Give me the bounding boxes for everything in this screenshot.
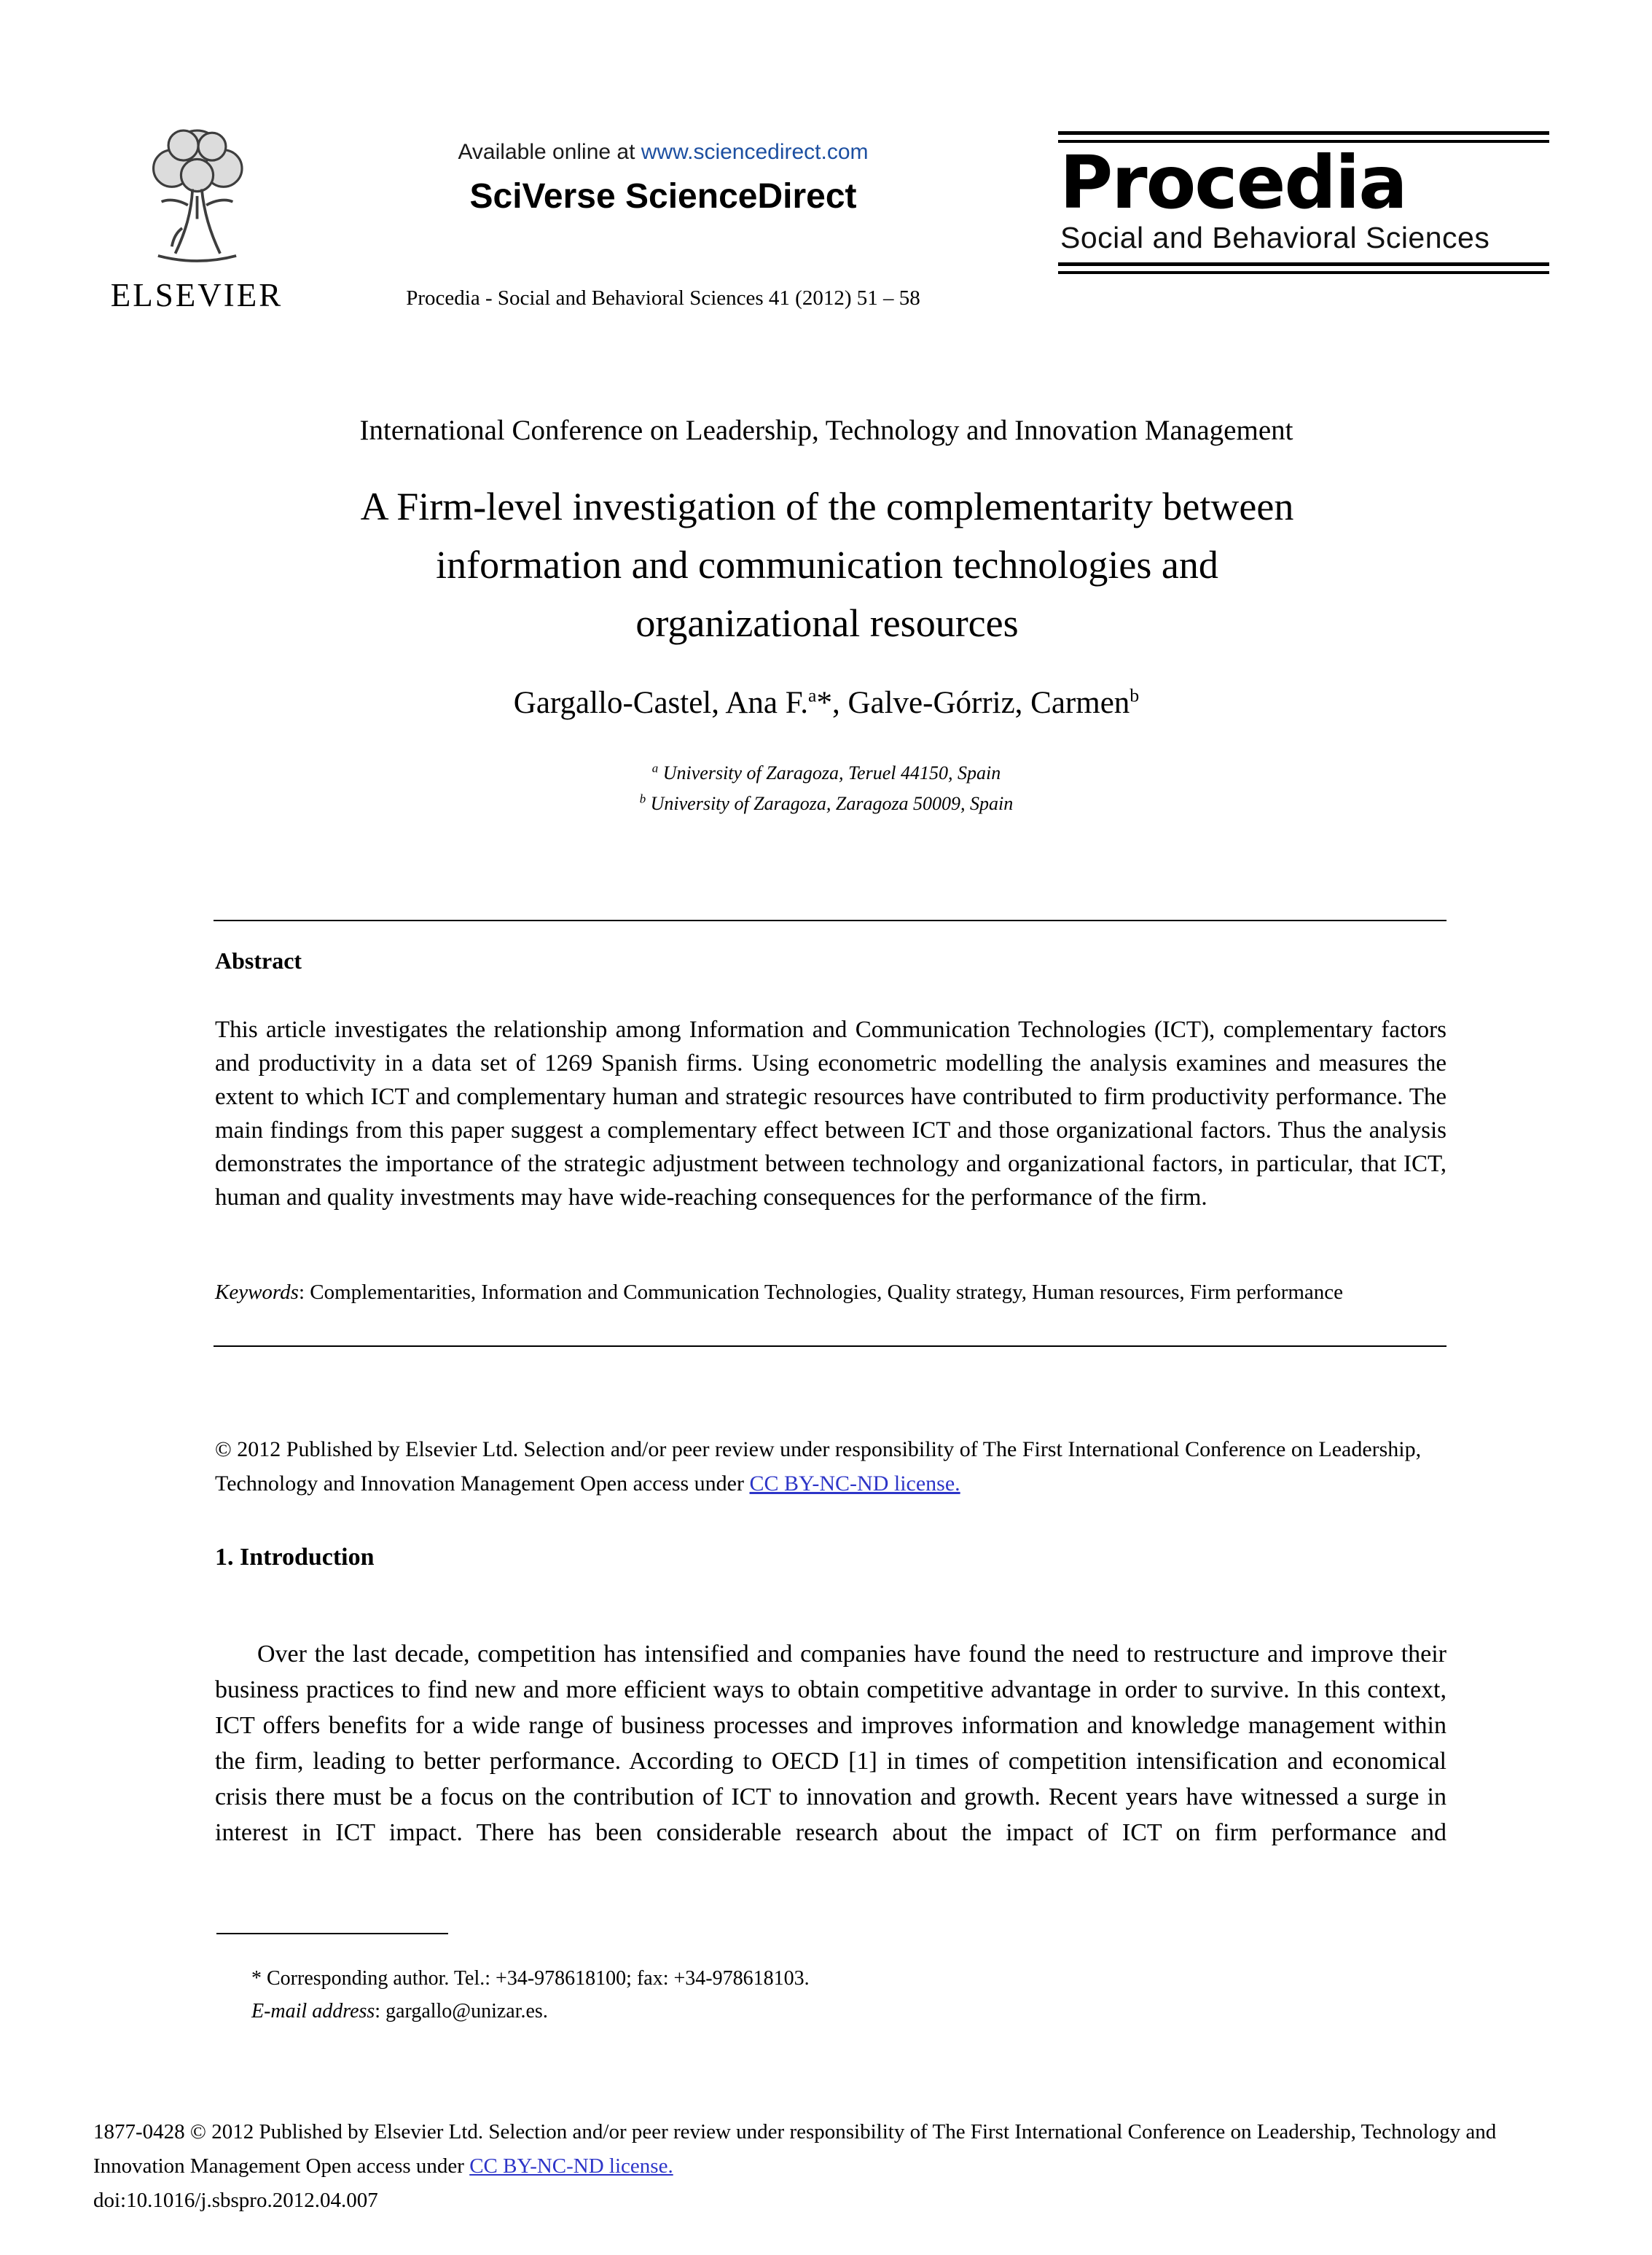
copyright-notice	[215, 1432, 1447, 1501]
introduction-paragraph: Over the last decade, competition has intensified and companies have found the need to restructure and improve their business practices to find new and more efficient ways to obtain competitive advantage in order to survive. In this context, ICT offers benefits for a wide range of business processes and improves information and knowledge management within the firm, leading to better performance. According to OECD [1] in times of competition intensification and economical crisis there must be a focus on the contribution of ICT to innovation and growth. Recent years have witnessed a surge in interest in ICT impact. There has been considerable research about the impact of ICT on firm performance and	[215, 1641, 1447, 1846]
procedia-wordmark: Procedia	[1060, 140, 1406, 225]
footnote-email-value: : gargallo@unizar.es.	[375, 2000, 548, 2023]
copyright-text: © 2012 Published by Elsevier Ltd. Selection and/or peer review under responsibility of The First International Conference on Leadership, Technology and Innovation Management Open access under	[215, 1437, 1422, 1496]
elsevier-logo	[98, 122, 295, 314]
author-1-name: Gargallo-Castel, Ana F.	[513, 686, 808, 720]
cc-license-link[interactable]: CC BY-NC-ND license.	[749, 1472, 960, 1496]
paper-title-line-2: information and communication technologies and	[436, 543, 1218, 587]
keywords-label: Keywords	[215, 1281, 299, 1304]
abstract-heading: Abstract	[215, 947, 302, 974]
keywords-bottom-divider	[214, 1345, 1447, 1347]
author-1-affiliation-superscript: a	[808, 684, 817, 706]
affiliation-a-text: University of Zaragoza, Teruel 44150, Spain	[658, 762, 1001, 783]
footer-doi: doi:10.1016/j.sbspro.2012.04.007	[93, 2189, 378, 2212]
authors-line	[211, 685, 1442, 721]
available-online-line	[313, 140, 1013, 165]
abstract-text: This article investigates the relationship among Information and Communication Technologies (ICT), complementary factors and productivity in a data set of 1269 Spanish firms. Using econometric modelling the analysis examines and measures the extent to which ICT and complementary human and strategic resources have contributed to firm productivity performance. The main findings from this paper suggest a complementary effect between ICT and those organizational factors. Thus the analysis demonstrates the importance of the strategic adjustment between technology and organizational factors, in particular, that ICT, human and quality investments may have wide-reaching consequences for the performance of the firm.	[215, 1017, 1447, 1211]
elsevier-tree-icon	[115, 122, 279, 272]
elsevier-wordmark: ELSEVIER	[110, 277, 283, 313]
author-2-name: Galve-Górriz, Carmen	[847, 686, 1130, 720]
affiliation-b-text: University of Zaragoza, Zaragoza 50009, Spain	[646, 793, 1014, 814]
footnote-corresponding-author: * Corresponding author. Tel.: +34-978618100; fax: +34-978618103.	[251, 1967, 810, 1990]
footnotes	[251, 1962, 1388, 2028]
abstract-top-divider	[214, 920, 1447, 921]
affiliation-line-a	[211, 758, 1442, 789]
page-footer	[93, 2115, 1558, 2218]
available-online-text: Available online at	[458, 140, 641, 164]
keywords-line	[215, 1277, 1425, 1308]
author-2-affiliation-superscript: b	[1130, 684, 1140, 706]
conference-title: International Conference on Leadership, Technology and Innovation Management	[359, 415, 1293, 446]
affiliation-b-marker: b	[639, 792, 646, 806]
header-center	[313, 140, 1013, 310]
footnote-email-label: E-mail address	[251, 2000, 375, 2023]
footer-issn-copyright-text: 1877-0428 © 2012 Published by Elsevier Ltd. Selection and/or peer review under responsibility of The First International Conference on Leadership, Technology and Innovation Management Open access under	[93, 2120, 1497, 2178]
affiliation-a-marker: a	[651, 761, 659, 775]
procedia-subtitle: Social and Behavioral Sciences	[1060, 221, 1490, 254]
paper-title-line-1: A Firm-level investigation of the complementarity between	[360, 485, 1294, 528]
author-separator: *,	[816, 686, 848, 720]
journal-citation: Procedia - Social and Behavioral Sciences 41 (2012) 51 – 58	[406, 286, 920, 310]
keywords-text: : Complementarities, Information and Communication Technologies, Quality strategy, Human resources, Firm performance	[298, 1281, 1344, 1304]
sciverse-sciencedirect-wordmark: SciVerse ScienceDirect	[469, 177, 857, 216]
footer-cc-license-link[interactable]: CC BY-NC-ND license.	[469, 2154, 673, 2178]
paper-title	[175, 477, 1479, 652]
footnote-email	[251, 1995, 1388, 2028]
affiliations	[211, 758, 1442, 819]
procedia-logo-block	[1058, 131, 1549, 274]
paper-title-line-3: organizational resources	[635, 601, 1019, 645]
footnote-divider	[216, 1933, 448, 1934]
double-rule-bottom	[1058, 262, 1549, 274]
sciencedirect-url-link[interactable]: www.sciencedirect.com	[641, 140, 869, 164]
section-heading-introduction: 1. Introduction	[215, 1544, 375, 1571]
affiliation-line-b	[211, 789, 1442, 819]
